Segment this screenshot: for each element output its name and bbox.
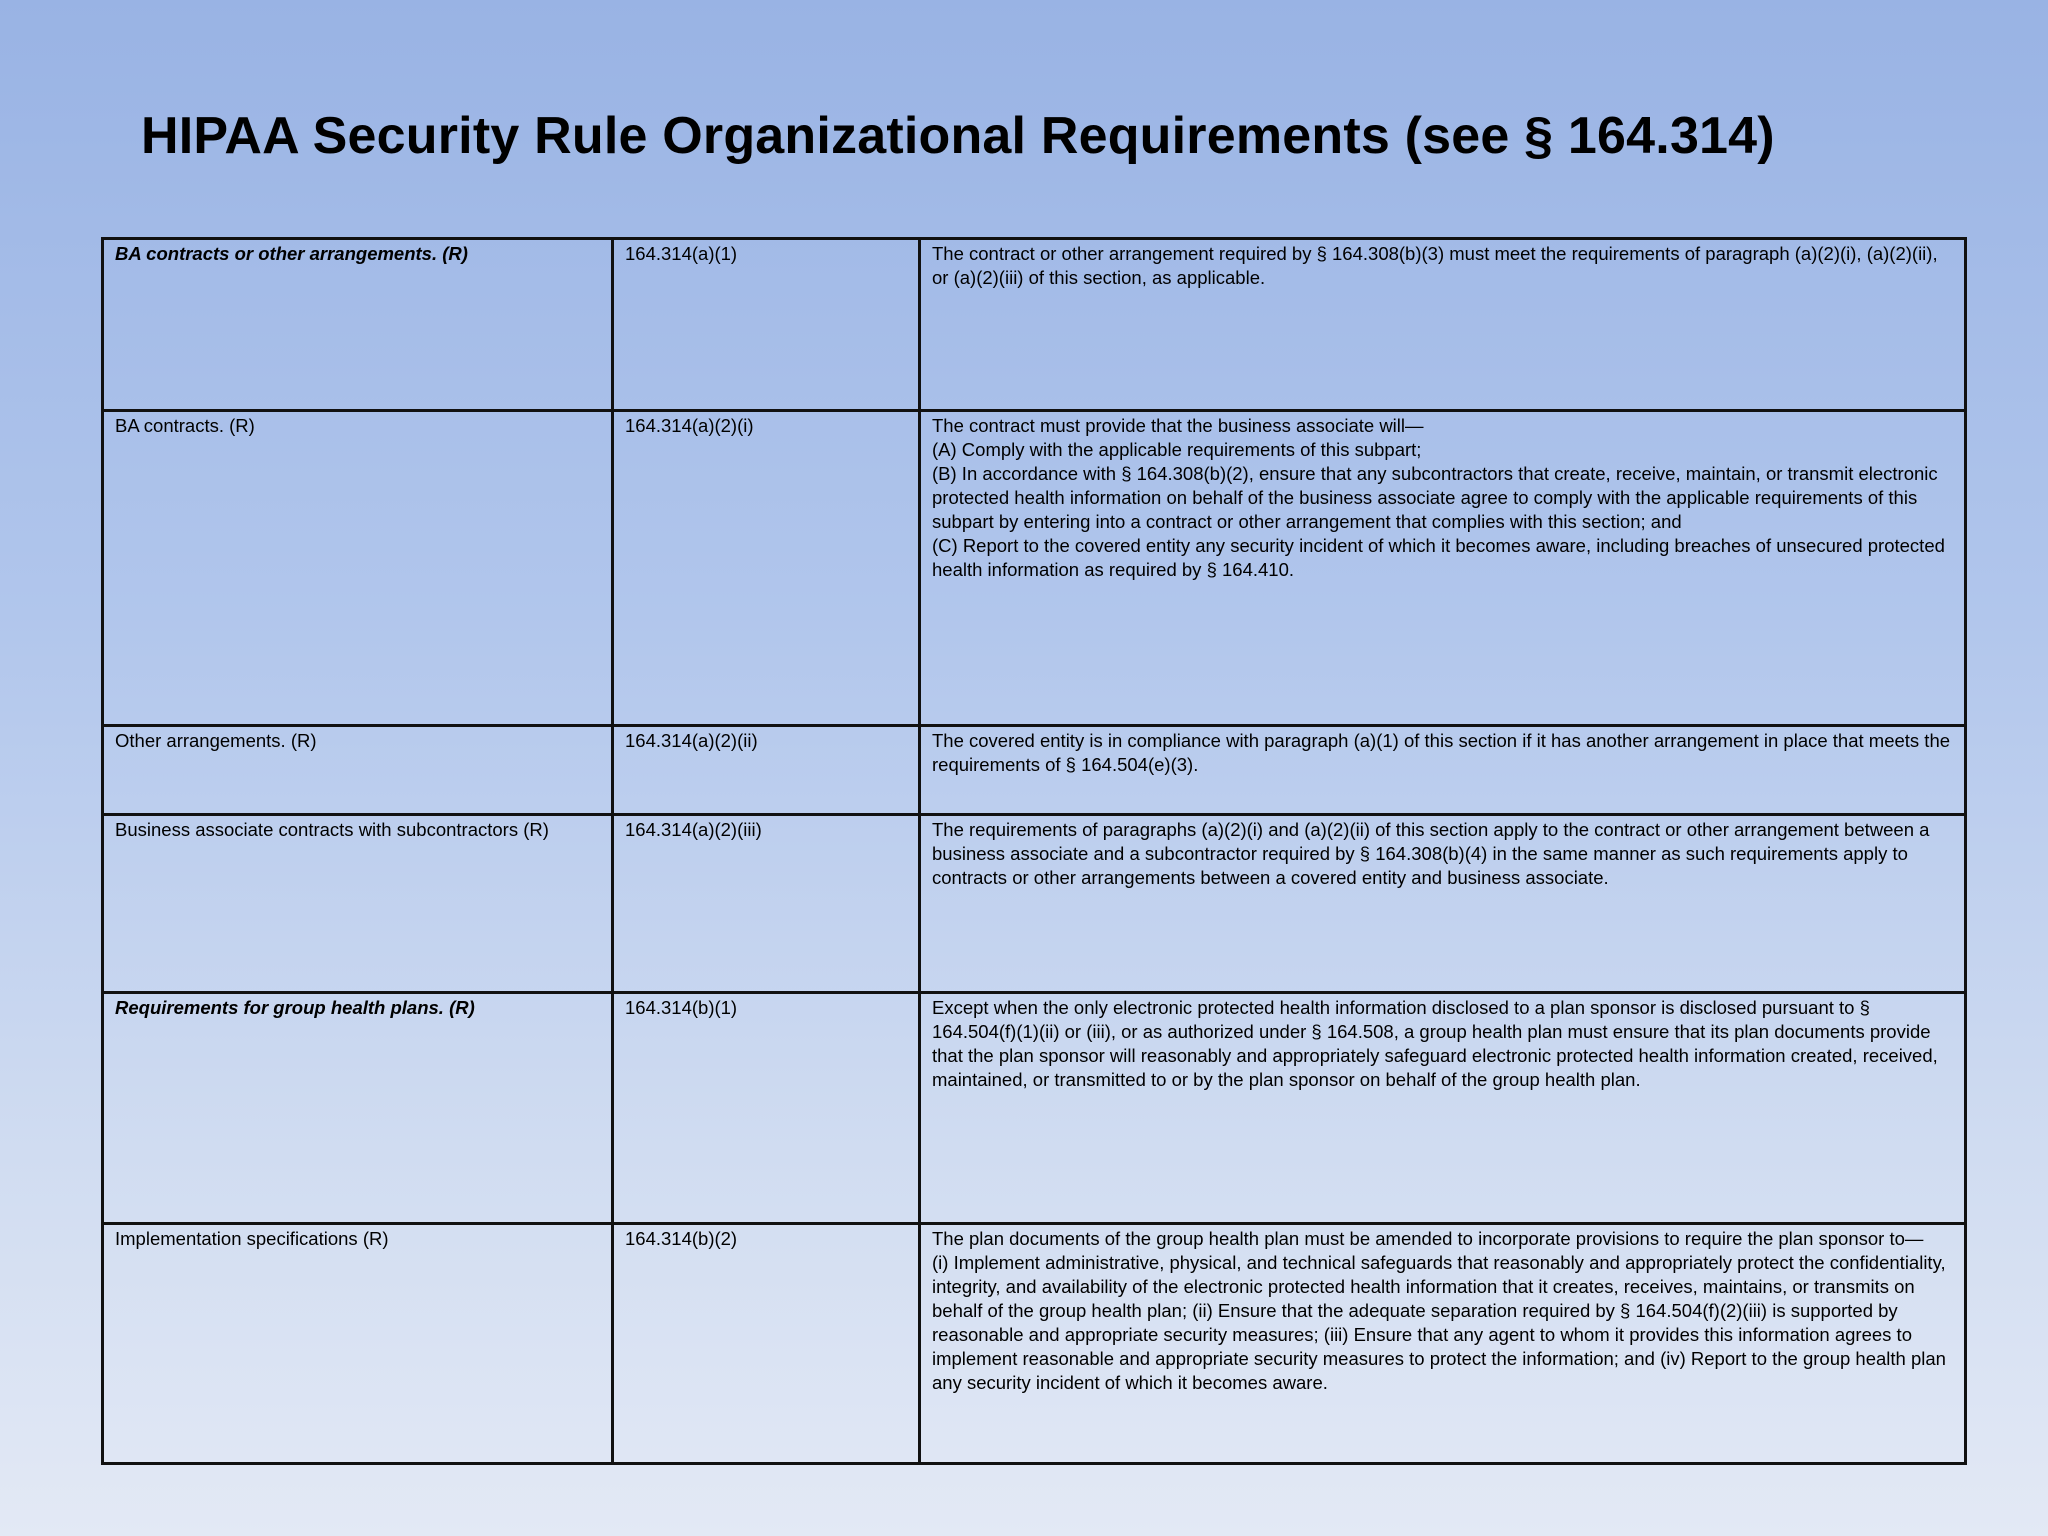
description-cell: The contract must provide that the business associate will— (A) Comply with the applicable requirements of this subpart; (B) In accordance with § 164.308(b)(2), ensure that any subcontractors that create, receive, maintain, or transmit electronic protected health information on behalf of the business associate agree to comply with the applicable requirements of this subpart by entering into a contract or other arrangement that complies with this section; and (C) Report to the covered entity any security incident of which it becomes aware, including breaches of unsecured protected health information as required by § 164.410. bbox=[920, 411, 1966, 726]
description-cell: Except when the only electronic protected health information disclosed to a plan sponsor is disclosed pursuant to § 164.504(f)(1)(ii) or (iii), or as authorized under § 164.508, a group health plan must ensure that its plan documents provide that the plan sponsor will reasonably and appropriately safeguard electronic protected health information created, received, maintained, or transmitted to or by the plan sponsor on behalf of the group health plan. bbox=[920, 993, 1966, 1224]
standard-cell: BA contracts or other arrangements. (R) bbox=[103, 239, 613, 411]
requirements-table bbox=[101, 237, 1967, 1465]
section-cell: 164.314(b)(1) bbox=[613, 993, 920, 1224]
description-cell: The contract or other arrangement required by § 164.308(b)(3) must meet the requirements of paragraph (a)(2)(i), (a)(2)(ii), or (a)(2)(iii) of this section, as applicable. bbox=[920, 239, 1966, 411]
table-row bbox=[103, 726, 1966, 815]
standard-cell: Requirements for group health plans. (R) bbox=[103, 993, 613, 1224]
table-row bbox=[103, 993, 1966, 1224]
table-row bbox=[103, 815, 1966, 993]
description-cell: The plan documents of the group health plan must be amended to incorporate provisions to require the plan sponsor to— (i) Implement administrative, physical, and technical safeguards that reasonably and appropriately protect the confidentiality, integrity, and availability of the electronic protected health information that it creates, receives, maintains, or transmits on behalf of the group health plan; (ii) Ensure that the adequate separation required by § 164.504(f)(2)(iii) is supported by reasonable and appropriate security measures; (iii) Ensure that any agent to whom it provides this information agrees to implement reasonable and appropriate security measures to protect the information; and (iv) Report to the group health plan any security incident of which it becomes aware. bbox=[920, 1224, 1966, 1464]
standard-cell: Other arrangements. (R) bbox=[103, 726, 613, 815]
section-cell: 164.314(b)(2) bbox=[613, 1224, 920, 1464]
section-cell: 164.314(a)(1) bbox=[613, 239, 920, 411]
standard-cell: Implementation specifications (R) bbox=[103, 1224, 613, 1464]
section-cell: 164.314(a)(2)(i) bbox=[613, 411, 920, 726]
table-row bbox=[103, 1224, 1966, 1464]
section-cell: 164.314(a)(2)(iii) bbox=[613, 815, 920, 993]
standard-cell: Business associate contracts with subcontractors (R) bbox=[103, 815, 613, 993]
slide-title: HIPAA Security Rule Organizational Requirements (see § 164.314) bbox=[141, 107, 1775, 165]
table-row bbox=[103, 239, 1966, 411]
table-row bbox=[103, 411, 1966, 726]
standard-cell: BA contracts. (R) bbox=[103, 411, 613, 726]
section-cell: 164.314(a)(2)(ii) bbox=[613, 726, 920, 815]
description-cell: The requirements of paragraphs (a)(2)(i) and (a)(2)(ii) of this section apply to the contract or other arrangement between a business associate and a subcontractor required by § 164.308(b)(4) in the same manner as such requirements apply to contracts or other arrangements between a covered entity and business associate. bbox=[920, 815, 1966, 993]
description-cell: The covered entity is in compliance with paragraph (a)(1) of this section if it has another arrangement in place that meets the requirements of § 164.504(e)(3). bbox=[920, 726, 1966, 815]
